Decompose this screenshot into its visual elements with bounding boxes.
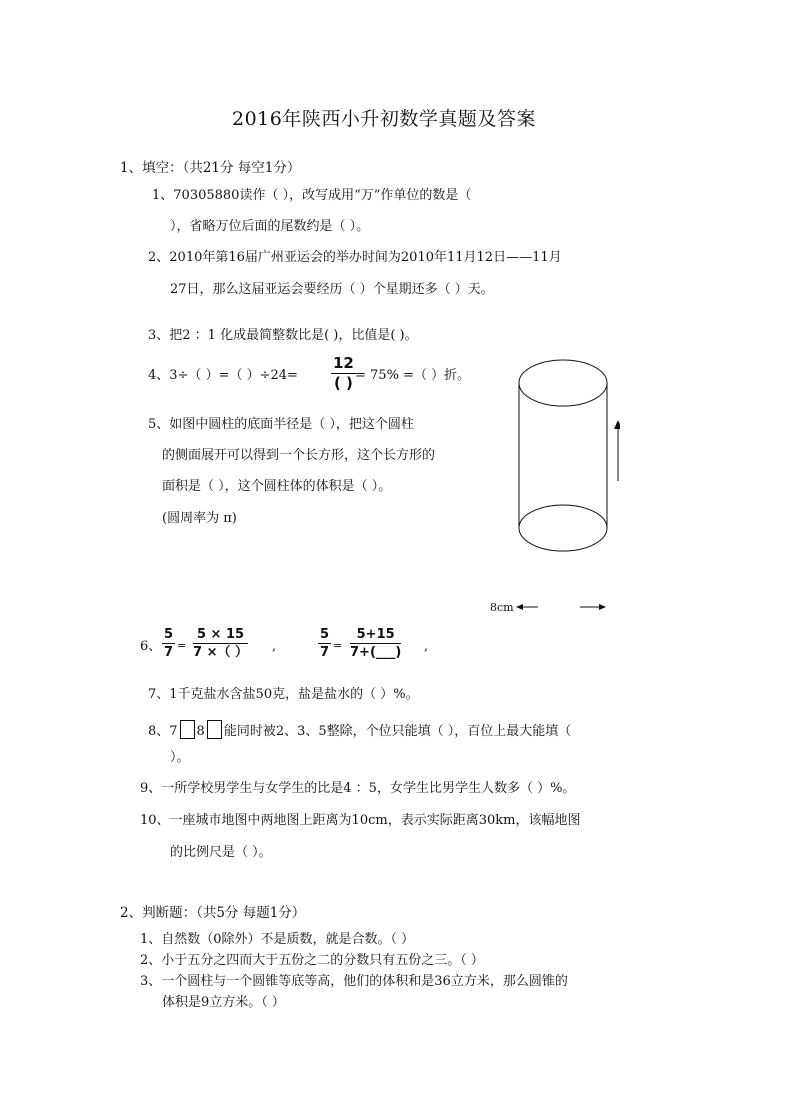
question-6a-rhs-numerator: 5 × 15 — [193, 628, 248, 644]
cylinder-top-ellipse — [519, 360, 607, 406]
question-6a-lhs-numerator: 5 — [164, 627, 174, 642]
question-8-line-1 — [148, 720, 571, 739]
question-6a-lhs-denominator: 7 — [164, 645, 174, 660]
width-arrow-left-head — [516, 604, 523, 610]
question-3: 3、把2 ：1 化成最简整数比是( )，比值是( )。 — [148, 328, 418, 343]
question-4-right: = 75% =（ ）折。 — [355, 368, 471, 383]
question-8-part-a: 8、7 — [148, 724, 178, 739]
question-1-line-1: 1、70305880读作（ ），改写成用“万”作单位的数是（ — [152, 188, 472, 203]
question-4-fraction — [331, 356, 356, 391]
question-8-blank-box-1 — [180, 720, 195, 739]
question-2-line-1: 2、2010年第16届广州亚运会的举办时间为2010年11月12日——11月 — [148, 250, 562, 265]
question-6b-lhs-numerator: 5 — [320, 627, 330, 642]
question-4-left: 4、3÷（ ）=（ ）÷24= — [148, 368, 298, 383]
judgement-2: 2、小于五分之四而大于五份之二的分数只有五份之三。（ ） — [140, 953, 484, 968]
question-5-line-2: 的侧面展开可以得到一个长方形，这个长方形的 — [162, 448, 436, 463]
question-10-line-1: 10、一座城市地图中两地图上距离为10cm，表示实际距离30km，该幅地图 — [140, 813, 581, 828]
question-5-line-4: (圆周率为 π) — [162, 511, 237, 526]
question-6b-lhs-fraction — [318, 628, 331, 659]
question-6b-lhs-denominator: 7 — [320, 645, 330, 660]
section-1-heading: 1、填空：（共21分 每空1分） — [120, 160, 301, 176]
question-8-part-b: 8 — [196, 724, 205, 739]
judgement-3-line-1: 3、一个圆柱与一个圆锥等底等高，他们的体积和是36立方米，那么圆锥的 — [140, 974, 568, 989]
section-2-heading: 2、判断题：（共5分 每题1分） — [120, 905, 306, 921]
question-7: 7、1千克盐水含盐50克，盐是盐水的（ ）%。 — [148, 687, 419, 702]
width-arrow-right-head — [599, 604, 606, 610]
judgement-3-line-2: 体积是9立方米。（ ） — [162, 995, 285, 1010]
question-10-line-2: 的比例尺是（ ）。 — [170, 845, 272, 860]
width-arrows — [516, 600, 608, 614]
question-6b-rhs-numerator: 5+15 — [350, 628, 401, 644]
question-4-fraction-numerator: 12 — [333, 354, 354, 372]
question-9: 9、一所学校男学生与女学生的比是4 ：5，女学生比男学生人数多（ ）%。 — [140, 781, 576, 796]
question-6b-rhs-fraction — [350, 628, 401, 659]
question-6-separator: , — [272, 639, 277, 654]
question-5-line-1: 5、如图中圆柱的底面半径是（ ），把这个圆柱 — [148, 417, 414, 432]
question-6a-lhs-fraction — [162, 628, 175, 659]
question-6a-equals: = — [177, 639, 187, 652]
cylinder-bottom-ellipse — [519, 505, 607, 551]
judgement-1: 1、自然数（0除外）不是质数，就是合数。（ ） — [140, 932, 415, 947]
question-6b-rhs-denominator: 7+(___) — [350, 645, 402, 660]
question-4-fraction-denominator: ( ) — [333, 374, 353, 392]
question-6a-rhs-fraction — [193, 628, 248, 659]
question-8-line-2: ）。 — [170, 750, 190, 765]
question-2-line-2: 27日，那么这届亚运会要经历（ ）个星期还多（ ）天。 — [170, 282, 494, 297]
question-8-blank-box-2 — [207, 720, 222, 739]
question-8-part-c: 能同时被2、3、5整除，个位只能填（ ），百位上最大能填（ — [223, 724, 572, 739]
page-title: 2016年陕西小升初数学真题及答案 — [232, 108, 536, 130]
question-6-end: , — [424, 639, 429, 654]
question-6b-equals: = — [333, 639, 343, 652]
figure-width-label: 8cm — [490, 601, 514, 614]
question-6-prefix: 6、 — [140, 639, 162, 654]
question-6a-rhs-denominator: 7 ×（ ） — [193, 645, 248, 660]
question-1-line-2: ），省略万位后面的尾数约是（ ）。 — [170, 219, 370, 234]
cylinder-figure — [510, 356, 620, 566]
height-arrow-head — [614, 420, 620, 429]
question-5-line-3: 面积是（ ），这个圆柱体的体积是（ ）。 — [162, 479, 392, 494]
